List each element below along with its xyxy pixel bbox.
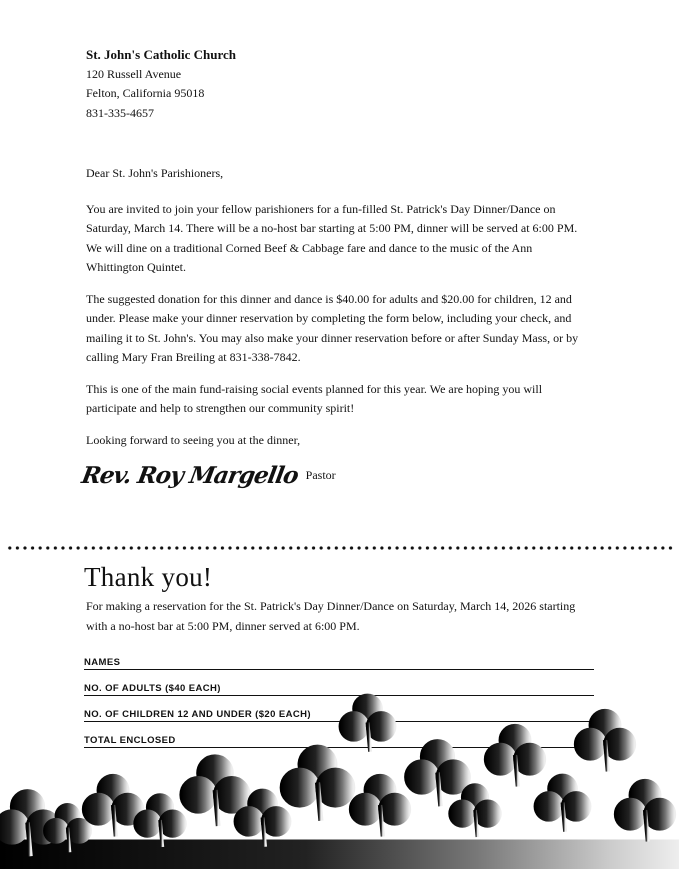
letter-body: [86, 164, 586, 462]
shamrock-icon: [84, 776, 143, 837]
names-label: NAMES: [84, 657, 121, 668]
shamrock-icon: [406, 741, 469, 806]
signature-block: [79, 462, 336, 489]
shamrock-icon: [486, 726, 545, 787]
paragraph-invitation: You are invited to join your fellow parishioners for a fun-filled St. Patrick's Day Dinner/Dance on Saturday, March 14. There will be a no-host bar starting at 5:00 PM, dinner will be served at 6:00 PM. We will dine on a traditional Corned Beef & Cabbage fare and dance to the music of the Ann Whittington Quintet.: [86, 201, 578, 274]
pastor-title: Pastor: [305, 468, 336, 482]
letterhead: [86, 45, 236, 123]
dotted-cut-line: [6, 545, 674, 551]
shamrock-decoration: [0, 690, 679, 869]
salutation: Dear St. John's Parishioners,: [86, 166, 224, 180]
shamrock-icon: [616, 781, 675, 842]
church-name: St. John's Catholic Church: [86, 47, 237, 62]
church-phone: 831-335-4657: [86, 105, 154, 120]
adults-label: NO. OF ADULTS ($40 EACH): [84, 683, 221, 694]
paragraph-donation: The suggested donation for this dinner and dance is $40.00 for adults and $20.00 for children, 12 and under. Please make your dinner reservation by completing the form below, including your check, and mailing it to St. John's. You may also make your dinner reservation before or after Sunday Mass, or by calling Mary Fran Breiling at 831-338-7842.: [86, 291, 579, 364]
shamrock-icon: [340, 695, 395, 752]
names-field[interactable]: [84, 644, 594, 670]
thank-you-heading: Thank you!: [84, 562, 213, 592]
paragraph-fundraising: This is one of the main fund-raising social events planned for this year. We are hoping you will participate and help to strengthen our community spirit!: [86, 381, 543, 415]
children-label: NO. OF CHILDREN 12 AND UNDER ($20 EACH): [84, 709, 311, 720]
reservation-note: For making a reservation for the St. Patrick's Day Dinner/Dance on Saturday, March 14, 2026 starting with a no-host bar at 5:00 PM, dinner served at 6:00 PM.: [86, 599, 576, 633]
shamrock-icon: [351, 776, 410, 837]
total-label: TOTAL ENCLOSED: [84, 735, 176, 746]
shamrock-icon: [576, 711, 635, 772]
shamrock-icon: [282, 747, 353, 821]
shamrock-icon: [535, 775, 590, 832]
pastor-signature: Rev. Roy Margello: [79, 462, 301, 489]
church-city: Felton, California 95018: [86, 86, 205, 100]
paragraph-closing: Looking forward to seeing you at the dinner,: [86, 432, 301, 447]
church-street: 120 Russell Avenue: [86, 66, 182, 81]
